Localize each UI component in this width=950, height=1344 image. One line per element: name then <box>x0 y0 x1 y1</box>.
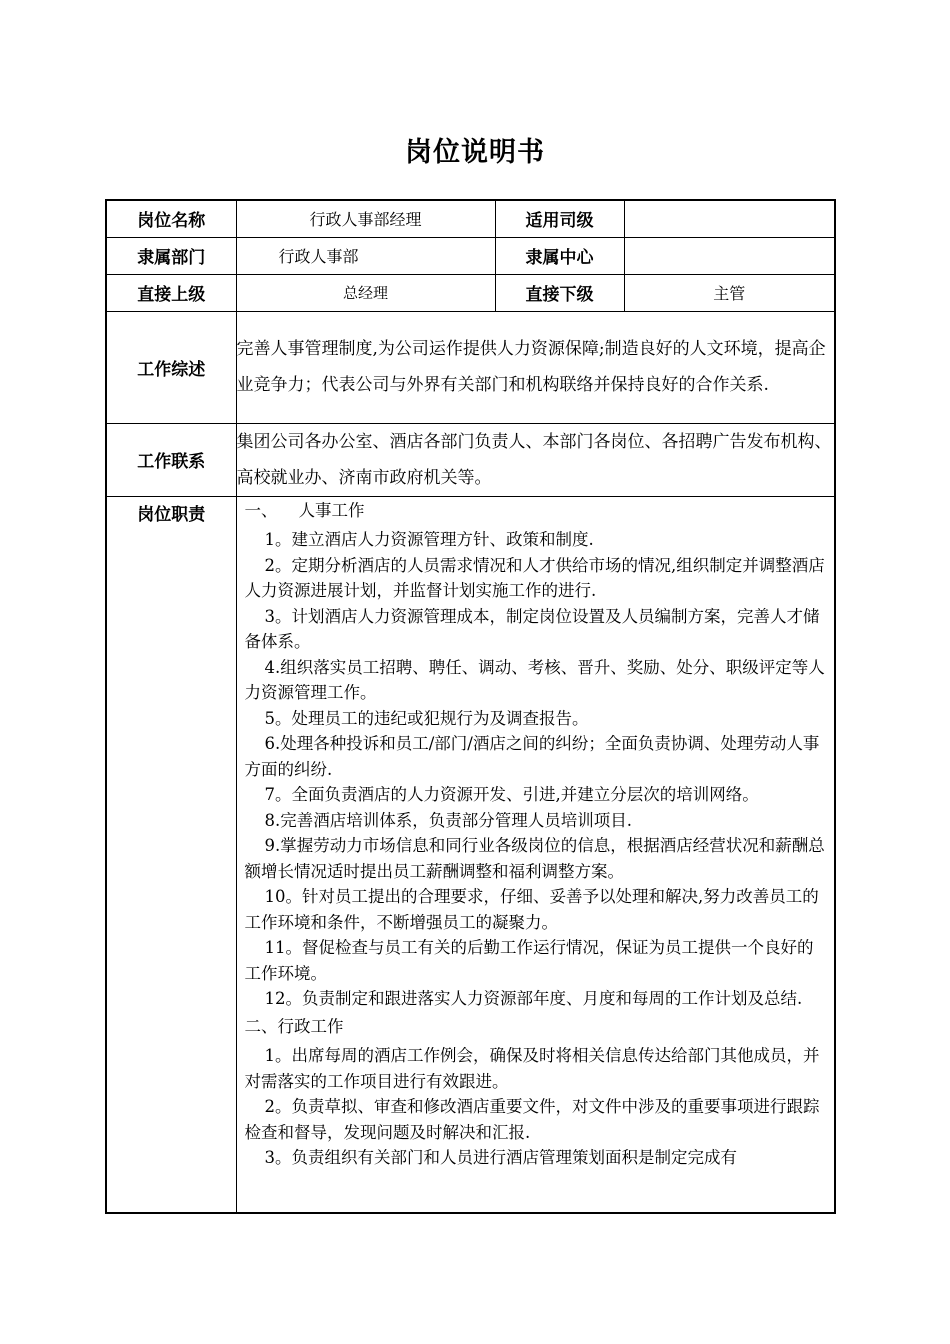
duty-item: 1。出席每周的酒店工作例会，确保及时将相关信息传达给部门其他成员，并对需落实的工作项目进行有效跟进。 <box>244 1046 820 1091</box>
department-label: 隶属部门 <box>106 237 236 274</box>
duty-item: 3。计划酒店人力资源管理成本，制定岗位设置及人员编制方案，完善人才储备体系。 <box>244 606 820 651</box>
duty-item: 6.处理各种投诉和员工/部门/酒店之间的纠纷；全面负责协调、处理劳动人事方面的纠纷. <box>244 734 820 779</box>
duty-item: 4.组织落实员工招聘、聘任、调动、考核、晋升、奖励、处分、职级评定等人力资源管理工作。 <box>244 657 825 702</box>
summary-text: 完善人事管理制度,为公司运作提供人力资源保障;制造良好的人文环境，提高企业竞争力；代表公司与外界有关部门和机构联络并保持良好的合作关系. <box>236 311 835 423</box>
center-label: 隶属中心 <box>495 237 624 274</box>
row-superior <box>106 274 835 311</box>
duty-item: 1。建立酒店人力资源管理方针、政策和制度. <box>264 530 594 549</box>
job-description-table <box>105 199 836 1214</box>
section-title: 一、 人事工作 <box>244 500 365 520</box>
department-value: 行政人事部 <box>236 237 495 274</box>
row-contacts <box>106 423 835 496</box>
contacts-text: 集团公司各办公室、酒店各部门负责人、本部门各岗位、各招聘广告发布机构、高校就业办、济南市政府机关等。 <box>236 423 835 496</box>
row-position <box>106 200 835 237</box>
row-duties <box>106 496 835 1213</box>
duty-item: 10。针对员工提出的合理要求，仔细、妥善予以处理和解决,努力改善员工的工作环境和条件，不断增强员工的凝聚力。 <box>244 887 819 932</box>
row-summary <box>106 311 835 423</box>
row-department <box>106 237 835 274</box>
duty-item: 2。定期分析酒店的人员需求情况和人才供给市场的情况,组织制定并调整酒店人力资源进展计划，并监督计划实施工作的进行. <box>244 555 825 600</box>
section-title: 二、行政工作 <box>244 1016 344 1036</box>
position-value: 行政人事部经理 <box>236 200 495 237</box>
duty-item: 9.掌握劳动力市场信息和同行业各级岗位的信息，根据酒店经营状况和薪酬总额增长情况适时提出员工薪酬调整和福利调整方案。 <box>244 836 825 881</box>
duties-cell <box>236 496 835 1213</box>
contacts-label: 工作联系 <box>106 423 236 496</box>
position-label: 岗位名称 <box>106 200 236 237</box>
center-value <box>624 237 835 274</box>
duty-item: 12。负责制定和跟进落实人力资源部年度、月度和每周的工作计划及总结. <box>264 989 803 1008</box>
duty-item: 5。处理员工的违纪或犯规行为及调查报告。 <box>264 708 589 728</box>
subordinate-label: 直接下级 <box>495 274 624 311</box>
superior-value: 总经理 <box>236 274 495 311</box>
grade-label: 适用司级 <box>495 200 624 237</box>
duties-label: 岗位职责 <box>106 496 236 1213</box>
page-title: 岗位说明书 <box>405 137 545 168</box>
duty-item: 8.完善酒店培训体系，负责部分管理人员培训项目. <box>264 810 632 830</box>
duty-item: 2。负责草拟、审查和修改酒店重要文件，对文件中涉及的重要事项进行跟踪检查和督导，发现问题及时解决和汇报. <box>244 1097 820 1142</box>
summary-label: 工作综述 <box>106 311 236 423</box>
duty-item: 11。督促检查与员工有关的后勤工作运行情况，保证为员工提供一个良好的工作环境。 <box>244 938 814 983</box>
superior-label: 直接上级 <box>106 274 236 311</box>
duty-item: 3。负责组织有关部门和人员进行酒店管理策划面积是制定完成有 <box>264 1148 737 1167</box>
duty-item: 7。全面负责酒店的人力资源开发、引进,并建立分层次的培训网络。 <box>264 785 759 804</box>
subordinate-value: 主管 <box>624 274 835 311</box>
duties-content <box>237 498 835 1171</box>
grade-value <box>624 200 835 237</box>
